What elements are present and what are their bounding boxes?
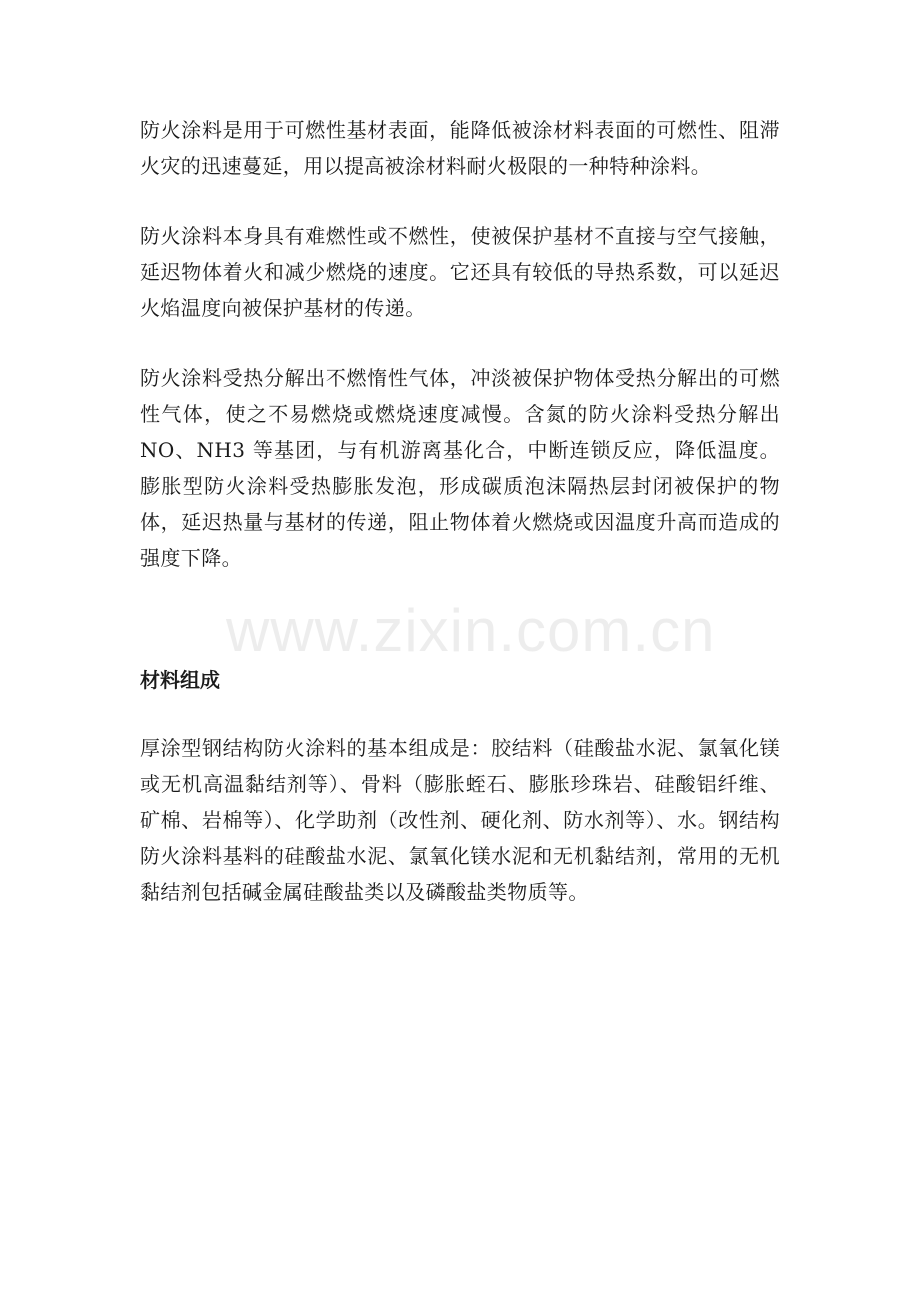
section-heading: 材料组成 — [140, 668, 220, 692]
property-paragraph: 防火涂料本身具有难燃性或不燃性，使被保护基材不直接与空气接触，延迟物体着火和减少燃烧的速度。它还具有较低的导热系数，可以延迟火焰温度向被保护基材的传递。 — [140, 224, 780, 320]
mechanism-paragraph: 防火涂料受热分解出不燃惰性气体，冲淡被保护物体受热分解出的可燃性气体，使之不易燃烧或燃烧速度减慢。含氮的防火涂料受热分解出 NO、NH3 等基团，与有机游离基化合，中断连锁反应，降低温度。膨胀型防火涂料受热膨胀发泡，形成碳质泡沫隔热层封闭被保护的物体，延迟热量与基材的传递，阻止物体着火燃烧或因温度升高而造成的强度下降。 — [140, 366, 780, 570]
intro-paragraph: 防火涂料是用于可燃性基材表面，能降低被涂材料表面的可燃性、阻滞火灾的迅速蔓延，用以提高被涂材料耐火极限的一种特种涂料。 — [140, 118, 780, 178]
composition-paragraph: 厚涂型钢结构防火涂料的基本组成是：胶结料（硅酸盐水泥、氯氧化镁或无机高温黏结剂等）、骨料（膨胀蛭石、膨胀珍珠岩、硅酸铝纤维、矿棉、岩棉等）、化学助剂（改性剂、硬化剂、防水剂等）、水。钢结构防火涂料基料的硅酸盐水泥、氯氧化镁水泥和无机黏结剂，常用的无机黏结剂包括碱金属硅酸盐类以及磷酸盐类物质等。 — [140, 736, 780, 904]
document-page — [140, 112, 780, 910]
watermark: www.zixin.com.cn — [226, 597, 716, 664]
